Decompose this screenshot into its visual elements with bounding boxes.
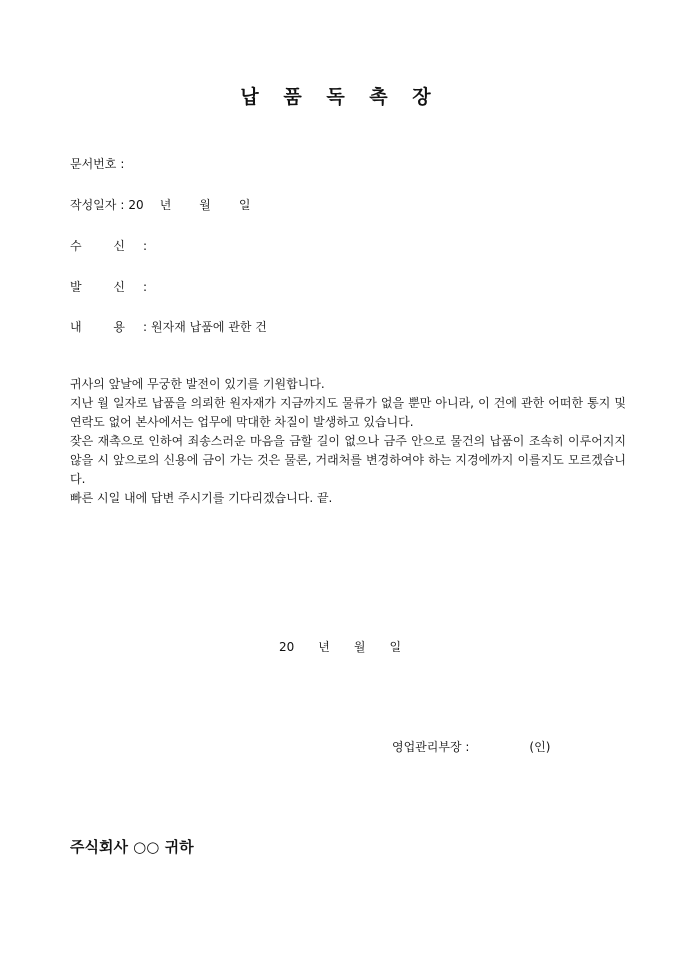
colon: :	[120, 198, 125, 212]
from-field	[70, 278, 151, 295]
from-label: 발 신	[70, 280, 139, 294]
colon: :	[143, 239, 148, 253]
signature-date	[0, 638, 680, 655]
write-date-field	[70, 196, 266, 213]
sign-date-month-unit: 월	[353, 640, 366, 654]
write-date-year: 20	[128, 198, 144, 212]
seal-mark: (인)	[529, 740, 551, 754]
subject-field	[70, 318, 267, 335]
signer-label: 영업관리부장 :	[392, 740, 470, 754]
document-title: 납 품 독 촉 장	[240, 86, 440, 108]
write-date-month-unit: 월	[199, 198, 211, 212]
sign-date-day-unit: 일	[389, 640, 402, 654]
colon: :	[143, 280, 148, 294]
to-field	[70, 237, 151, 254]
colon: :	[143, 320, 148, 334]
body-paragraph: 빠른 시일 내에 답변 주시기를 기다리겠습니다. 끝.	[70, 491, 333, 505]
body-paragraph: 잦은 재촉으로 인하여 죄송스러운 마음을 금할 길이 없으나 금주 안으로 물건의 납품이 조속히 이루어지지 않을 시 앞으로의 신용에 금이 가는 것은 물론, 거래처를 변경하여야 하는 지경에까지 이를지도 모르겠습니다.	[70, 434, 626, 486]
doc-number-field	[70, 155, 128, 172]
sign-date-year: 20	[278, 640, 295, 654]
body-paragraph: 지난 월 일자로 납품을 의뢰한 원자재가 지금까지도 물류가 없을 뿐만 아니라, 이 건에 관한 어떠한 통지 및 연락도 없어 본사에서는 업무에 막대한 차질이 발생하고 있습니다.	[70, 396, 626, 429]
recipient-line: 주식회사 ○○ 귀하	[70, 838, 194, 856]
write-date-year-unit: 년	[159, 198, 172, 212]
body-paragraph: 귀사의 앞날에 무궁한 발전이 있기를 기원합니다.	[70, 377, 325, 391]
colon: :	[120, 157, 125, 171]
write-date-label: 작성일자	[70, 198, 117, 212]
doc-number-label: 문서번호	[70, 157, 117, 171]
sign-date-year-unit: 년	[318, 640, 330, 654]
subject-label: 내 용	[70, 320, 139, 334]
signer-line	[392, 738, 550, 755]
subject-value: 원자재 납품에 관한 건	[151, 320, 267, 334]
write-date-day-unit: 일	[238, 198, 251, 212]
letter-body	[70, 375, 626, 508]
to-label: 수 신	[70, 239, 139, 253]
